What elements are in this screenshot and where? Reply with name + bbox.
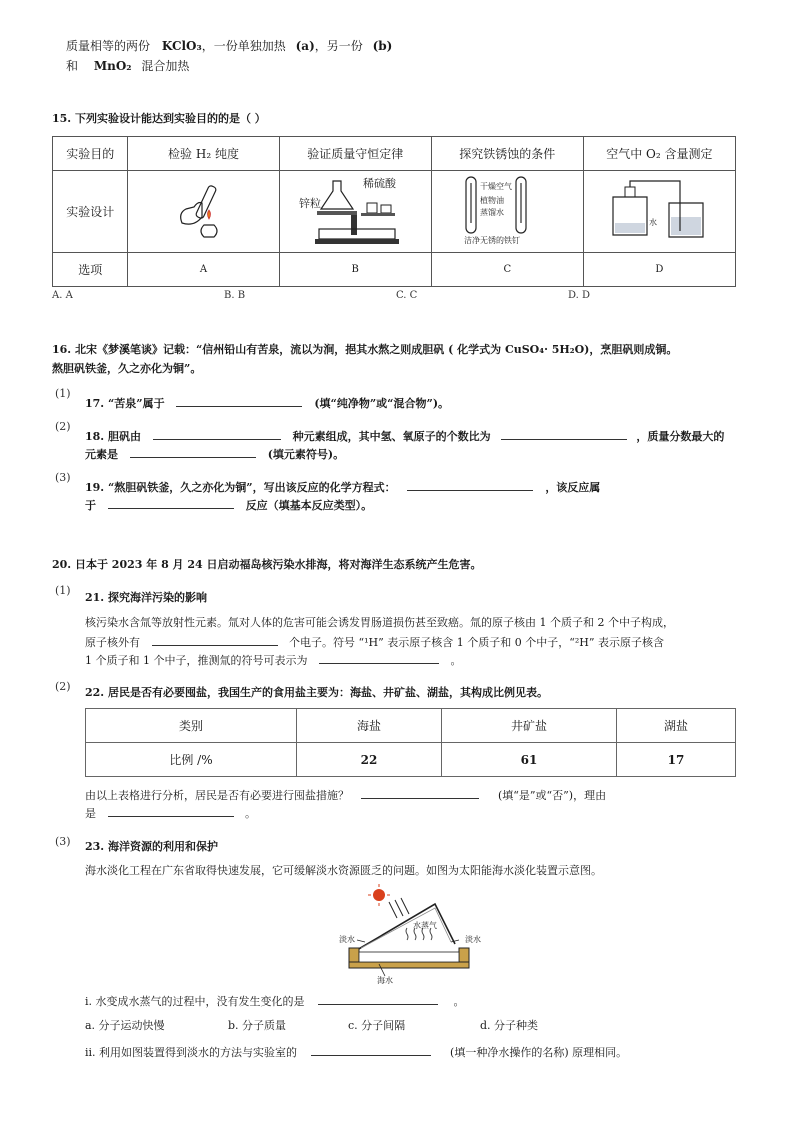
q15-col-d-header: 空气中 O₂ 含量测定 — [583, 137, 735, 171]
q15-col-a-header: 检验 H₂ 纯度 — [128, 137, 279, 171]
q18-element-count-blank[interactable] — [153, 426, 281, 440]
fresh-water-left-label: 淡水 — [339, 935, 355, 944]
sun-icon — [373, 889, 385, 901]
q21-tritium-symbol-blank[interactable] — [319, 650, 439, 664]
q15-design-d — [583, 171, 735, 253]
q15-choice-c: C. C — [396, 290, 418, 301]
q15-choice-a: A. A — [52, 290, 73, 301]
q22-title: 22. 居民是否有必要囤盐，我国生产的食用盐主要为：海盐、井矿盐、湖盐，其构成比例见表。 — [85, 686, 548, 699]
q19-reaction-type-blank[interactable] — [108, 495, 234, 509]
q16-sub1-number: (1) — [55, 387, 71, 400]
q15-experiment-table — [52, 136, 736, 287]
q23-question-ii: ii. 利用如图装置得到淡水的方法与实验室的 (填一种净水操作的名称) 原理相同。 — [85, 1042, 627, 1062]
q23-option-a: a. 分子运动快慢 — [85, 1019, 165, 1032]
fresh-water-right-label: 淡水 — [465, 935, 481, 944]
intro-line-2: 和 MnO₂ 混合加热 — [66, 59, 190, 73]
q15-title: 15. 下列实验设计能达到实验目的的是（ ） — [52, 112, 266, 125]
q23-ii-answer-blank[interactable] — [311, 1042, 431, 1056]
q22-reason-blank[interactable] — [108, 803, 234, 817]
iron-rust-tubes-illustration — [452, 173, 562, 247]
q20-sub2-number: (2) — [55, 680, 71, 693]
salt-composition-table — [85, 708, 736, 777]
vapor-label: 水蒸气 — [413, 921, 437, 930]
water-label: 水 — [649, 218, 658, 227]
clean-nail-label: 洁净无锈的铁钉 — [464, 236, 521, 245]
q21-title: 21. 探究海洋污染的影响 — [85, 591, 207, 604]
q20-sub1-number: (1) — [55, 584, 71, 597]
salt-table-header-lake: 湖盐 — [617, 709, 736, 743]
dry-air-label: 干燥空气 — [480, 182, 513, 191]
q16-sub3-line-2: 于 反应（填基本反应类型）。 — [85, 495, 372, 515]
q23-option-d: d. 分子种类 — [480, 1019, 539, 1032]
salt-table-lake-value: 17 — [617, 743, 736, 777]
intro-line-1: 质量相等的两份 KClO₃，一份单独加热 (a)，另一份 (b) — [66, 39, 393, 53]
q22-line-2: 是 。 — [85, 803, 256, 823]
q23-question-i: i. 水变成水蒸气的过程中，没有发生变化的是 。 — [85, 991, 465, 1011]
q15-design-b — [279, 171, 431, 253]
q22-yes-no-blank[interactable] — [361, 785, 479, 799]
q21-line-2: 原子核外有 个电子。符号 “¹H” 表示原子核含 1 个质子和 0 个中子，“²H” 表示原子核含 — [85, 632, 664, 652]
q15-col-b-header: 验证质量守恒定律 — [279, 137, 431, 171]
q23-title: 23. 海洋资源的利用和保护 — [85, 840, 218, 853]
salt-table-well-value: 61 — [442, 743, 617, 777]
q15-choice-b: B. B — [224, 290, 246, 301]
q16-sub2-line-1: 18. 胆矾由 种元素组成，其中氢、氧原子的个数比为 ，质量分数最大的 — [85, 426, 724, 446]
q16-sub2-number: (2) — [55, 420, 71, 433]
q16-line-2: 熬胆矾铁釜，久之亦化为铜”。 — [52, 362, 202, 375]
q18-ratio-blank[interactable] — [501, 426, 627, 440]
solar-desalination-diagram — [335, 882, 499, 986]
q23-option-b: b. 分子质量 — [228, 1019, 287, 1032]
q15-option-c: C — [431, 253, 583, 287]
q15-row-label-purpose: 实验目的 — [53, 137, 128, 171]
q18-element-symbol-blank[interactable] — [130, 444, 256, 458]
q15-row-label-option: 选项 — [53, 253, 128, 287]
q15-option-d: D — [583, 253, 735, 287]
plant-oil-label: 植物油 — [480, 196, 505, 205]
sulfuric-acid-label: 稀硫酸 — [363, 177, 397, 190]
q16-sub3-number: (3) — [55, 471, 71, 484]
q17-answer-blank[interactable] — [176, 393, 302, 407]
q19-equation-blank[interactable] — [407, 477, 533, 491]
salt-table-header-category: 类别 — [86, 709, 297, 743]
q21-line-1: 核污染水含氚等放射性元素。氚对人体的危害可能会诱发胃肠道损伤甚至致癌。氚的原子核由 1 个质子和 2 个中子构成， — [85, 616, 674, 629]
q20-sub3-number: (3) — [55, 835, 71, 848]
q15-design-a — [128, 171, 279, 253]
q15-col-c-header: 探究铁锈蚀的条件 — [431, 137, 583, 171]
hydrogen-test-illustration — [164, 175, 244, 245]
salt-table-row-label: 比例 /% — [86, 743, 297, 777]
salt-table-sea-value: 22 — [297, 743, 442, 777]
q21-line-3: 1 个质子和 1 个中子，推测氚的符号可表示为 。 — [85, 650, 462, 670]
q16-sub3-line-1: 19. “熬胆矾铁釜，久之亦化为铜”，写出该反应的化学方程式： ，该反应属 — [85, 477, 600, 497]
q16-line-1: 16. 北宋《梦溪笔谈》记载：“信州铅山有苦泉，流以为涧，挹其水熬之则成胆矾 ( 化学式为 CuSO₄· 5H₂O)，烹胆矾则成铜。 — [52, 343, 678, 356]
salt-table-header-sea: 海盐 — [297, 709, 442, 743]
salt-table-header-well: 井矿盐 — [442, 709, 617, 743]
q23-i-answer-blank[interactable] — [318, 991, 438, 1005]
q15-row-label-design: 实验设计 — [53, 171, 128, 253]
mass-conservation-balance-illustration — [295, 173, 415, 247]
seawater-label: 海水 — [377, 976, 393, 985]
q20-title: 20. 日本于 2023 年 8 月 24 日启动福岛核污染水排海，将对海洋生态系统产生危害。 — [52, 558, 482, 571]
q16-sub2-line-2: 元素是 (填元素符号)。 — [85, 444, 344, 464]
q15-option-a: A — [128, 253, 279, 287]
q22-line-1: 由以上表格进行分析，居民是否有必要进行囤盐措施？ (填“是”或“否”)，理由 — [85, 785, 606, 805]
zinc-label: 锌粒 — [299, 197, 322, 210]
q15-choice-d: D. D — [568, 290, 591, 301]
distilled-water-label: 蒸馏水 — [480, 208, 505, 217]
q23-option-c: c. 分子间隔 — [348, 1019, 406, 1032]
q21-electron-count-blank[interactable] — [152, 632, 278, 646]
q16-sub1-line: 17. “苦泉”属于 (填“纯净物”或“混合物”)。 — [85, 393, 449, 413]
q23-intro: 海水淡化工程在广东省取得快速发展，它可缓解淡水资源匮乏的问题。如图为太阳能海水淡化装置示意图。 — [85, 864, 602, 877]
oxygen-content-apparatus-illustration — [599, 173, 719, 247]
q15-design-c — [431, 171, 583, 253]
q15-option-b: B — [279, 253, 431, 287]
